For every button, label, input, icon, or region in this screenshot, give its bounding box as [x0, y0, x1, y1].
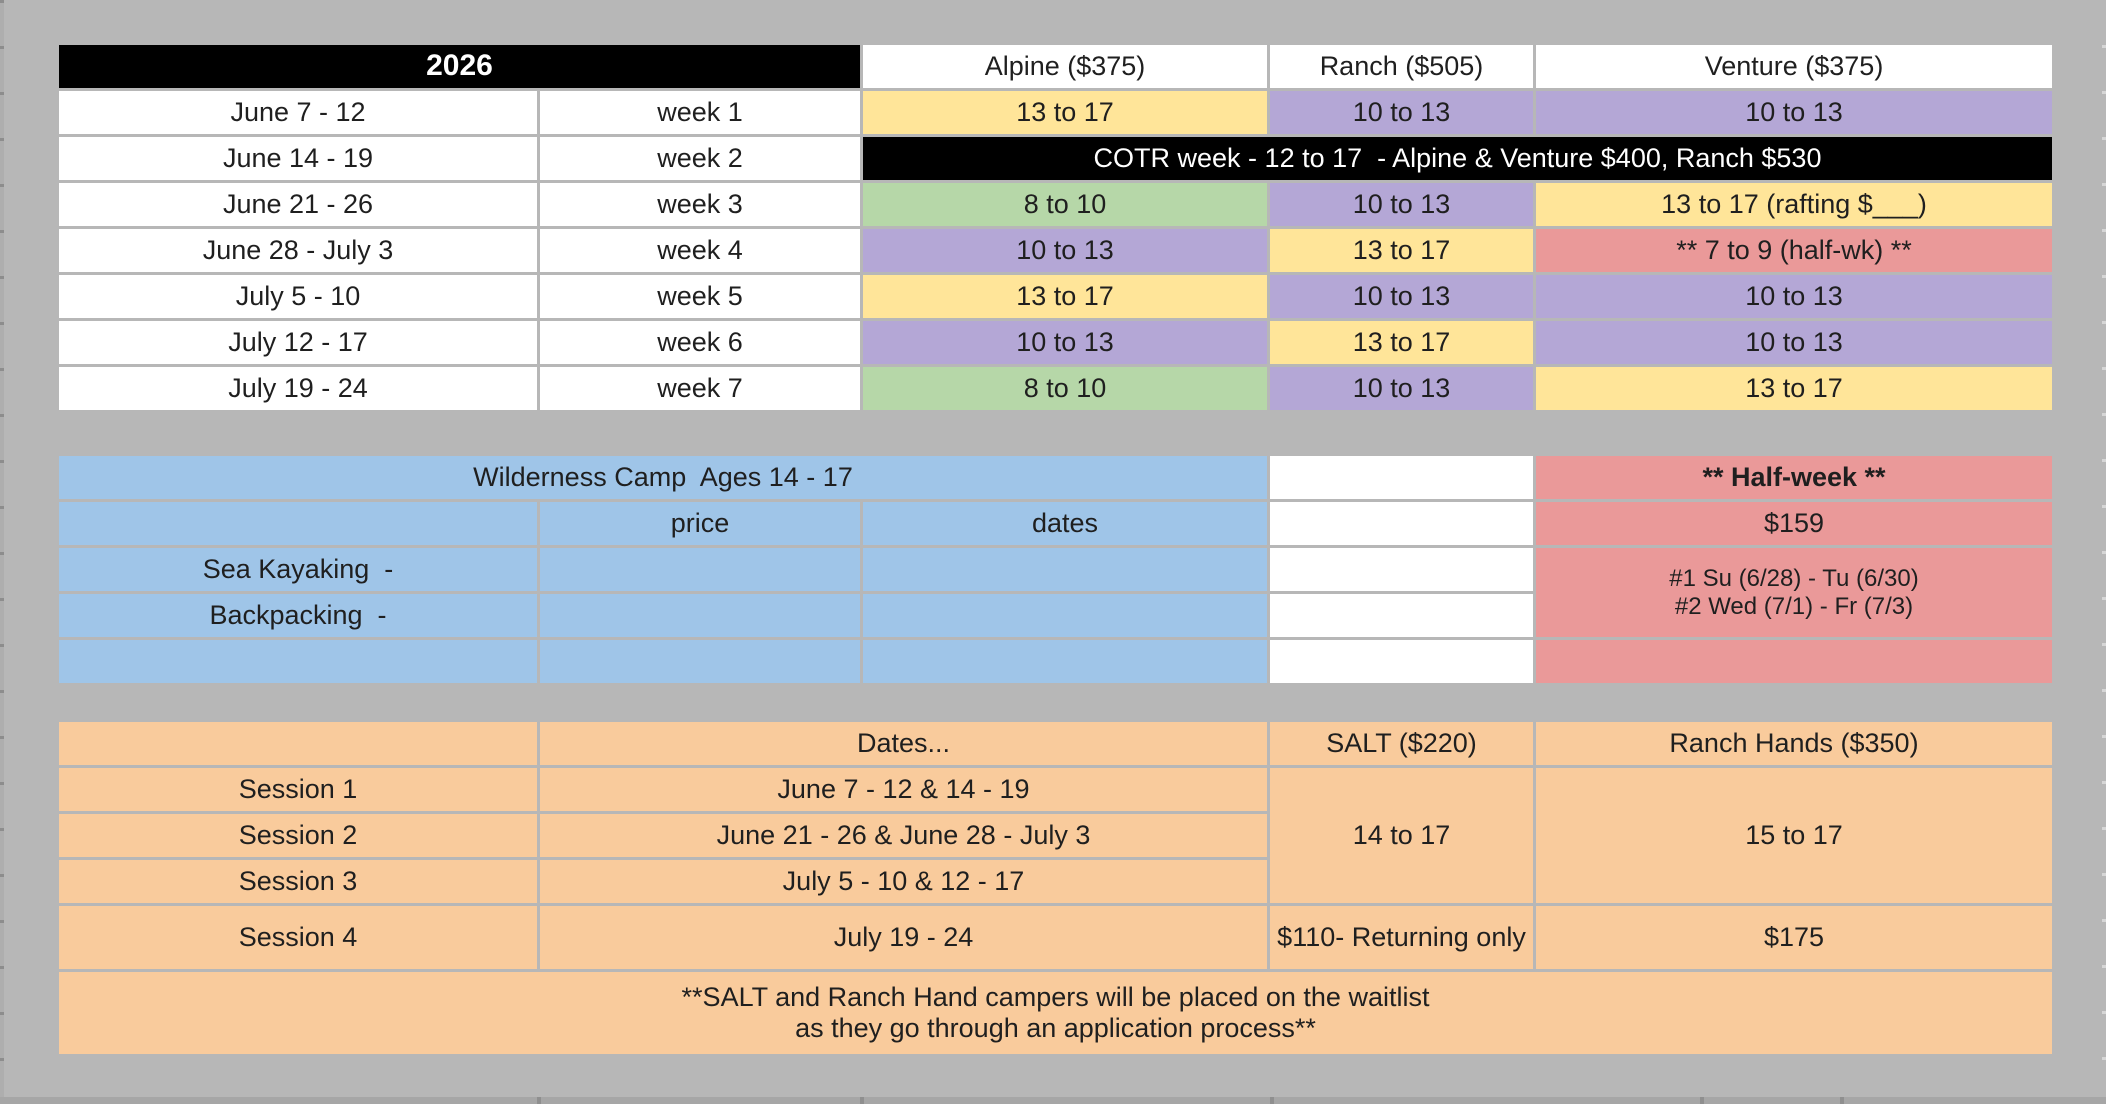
salt-age-cell[interactable]: 14 to 17 — [1270, 768, 1533, 903]
age-range-cell[interactable]: 13 to 17 — [863, 275, 1267, 318]
date-cell[interactable]: July 19 - 24 — [59, 367, 537, 410]
session-name-cell[interactable]: Session 4 — [59, 906, 537, 969]
date-cell[interactable]: June 28 - July 3 — [59, 229, 537, 272]
gridline — [1700, 1097, 1704, 1104]
age-range-cell[interactable]: 10 to 13 — [1270, 367, 1533, 410]
bottom-gridline-strip — [0, 1097, 2106, 1104]
age-range-cell[interactable]: 10 to 13 — [863, 321, 1267, 364]
half-week-session2: #2 Wed (7/1) - Fr (7/3) — [1674, 592, 1914, 620]
age-range-cell[interactable]: 13 to 17 — [1270, 229, 1533, 272]
sessions-dates-header-cell[interactable]: Dates... — [540, 722, 1267, 765]
date-cell[interactable]: June 14 - 19 — [59, 137, 537, 180]
salt-price-cell[interactable]: $110- Returning only — [1270, 906, 1533, 969]
session-dates-cell[interactable]: July 19 - 24 — [540, 906, 1267, 969]
age-range-cell[interactable]: 13 to 17 — [1270, 321, 1533, 364]
empty-cell[interactable] — [863, 548, 1267, 591]
empty-cell[interactable] — [1270, 502, 1533, 545]
age-range-cell[interactable]: 13 to 17 (rafting $___) — [1536, 183, 2052, 226]
session-dates-cell[interactable]: June 21 - 26 & June 28 - July 3 — [540, 814, 1267, 857]
week-cell[interactable]: week 1 — [540, 91, 860, 134]
session-name-cell[interactable]: Session 3 — [59, 860, 537, 903]
empty-cell[interactable] — [540, 640, 860, 683]
week-cell[interactable]: week 4 — [540, 229, 860, 272]
gridline — [860, 1097, 864, 1104]
price-header-cell[interactable]: price — [540, 502, 860, 545]
age-range-cell[interactable]: 10 to 13 — [1536, 91, 2052, 134]
empty-cell[interactable] — [540, 548, 860, 591]
age-range-cell[interactable]: 10 to 13 — [1270, 275, 1533, 318]
date-cell[interactable]: June 7 - 12 — [59, 91, 537, 134]
age-range-cell[interactable]: 10 to 13 — [863, 229, 1267, 272]
empty-cell[interactable] — [1270, 548, 1533, 591]
sessions-table — [59, 722, 2052, 1054]
empty-cell[interactable] — [863, 594, 1267, 637]
venture-header-cell[interactable]: Venture ($375) — [1536, 45, 2052, 88]
half-week-title-cell[interactable]: ** Half-week ** — [1536, 456, 2052, 499]
age-range-cell[interactable]: 10 to 13 — [1536, 275, 2052, 318]
empty-cell[interactable] — [59, 722, 537, 765]
session-dates-cell[interactable]: July 5 - 10 & 12 - 17 — [540, 860, 1267, 903]
empty-cell[interactable] — [59, 640, 537, 683]
date-cell[interactable]: July 12 - 17 — [59, 321, 537, 364]
half-week-price-cell[interactable]: $159 — [1536, 502, 2052, 545]
wilderness-camp-table — [59, 456, 2052, 683]
gridline — [1270, 1097, 1274, 1104]
ranch-hands-header-cell[interactable]: Ranch Hands ($350) — [1536, 722, 2052, 765]
week-cell[interactable]: week 2 — [540, 137, 860, 180]
ranch-hands-age-cell[interactable]: 15 to 17 — [1536, 768, 2052, 903]
right-gridline-ticks — [2102, 45, 2106, 1104]
week-cell[interactable]: week 3 — [540, 183, 860, 226]
session-name-cell[interactable]: Session 1 — [59, 768, 537, 811]
cotr-week-cell[interactable]: COTR week - 12 to 17 - Alpine & Venture $400, Ranch $530 — [863, 137, 2052, 180]
weekly-schedule-table — [59, 45, 2052, 410]
date-cell[interactable]: June 21 - 26 — [59, 183, 537, 226]
alpine-header-cell[interactable]: Alpine ($375) — [863, 45, 1267, 88]
session-dates-cell[interactable]: June 7 - 12 & 14 - 19 — [540, 768, 1267, 811]
empty-cell[interactable] — [1270, 594, 1533, 637]
ranch-hands-price-cell[interactable]: $175 — [1536, 906, 2052, 969]
age-range-cell[interactable]: 8 to 10 — [863, 367, 1267, 410]
session-name-cell[interactable]: Session 2 — [59, 814, 537, 857]
dates-header-cell[interactable]: dates — [863, 502, 1267, 545]
footnote-line2: as they go through an application process** — [795, 1013, 1316, 1043]
half-week-dates-cell[interactable] — [1536, 548, 2052, 637]
week-cell[interactable]: week 6 — [540, 321, 860, 364]
footnote-line1: **SALT and Ranch Hand campers will be placed on the waitlist — [681, 981, 1430, 1012]
empty-cell[interactable] — [1270, 456, 1533, 499]
salt-header-cell[interactable]: SALT ($220) — [1270, 722, 1533, 765]
age-range-cell[interactable]: 10 to 13 — [1270, 183, 1533, 226]
empty-cell[interactable] — [1536, 640, 2052, 683]
waitlist-footnote-cell[interactable] — [59, 972, 2052, 1054]
date-cell[interactable]: July 5 - 10 — [59, 275, 537, 318]
activity-cell[interactable]: Sea Kayaking - — [59, 548, 537, 591]
empty-cell[interactable] — [540, 594, 860, 637]
age-range-cell[interactable]: 10 to 13 — [1270, 91, 1533, 134]
age-range-cell[interactable]: ** 7 to 9 (half-wk) ** — [1536, 229, 2052, 272]
ranch-header-cell[interactable]: Ranch ($505) — [1270, 45, 1533, 88]
wilderness-title-cell[interactable]: Wilderness Camp Ages 14 - 17 — [59, 456, 1267, 499]
age-range-cell[interactable]: 13 to 17 — [1536, 367, 2052, 410]
activity-cell[interactable]: Backpacking - — [59, 594, 537, 637]
age-range-cell[interactable]: 13 to 17 — [863, 91, 1267, 134]
age-range-cell[interactable]: 8 to 10 — [863, 183, 1267, 226]
empty-cell[interactable] — [1270, 640, 1533, 683]
empty-cell[interactable] — [863, 640, 1267, 683]
week-cell[interactable]: week 7 — [540, 367, 860, 410]
year-header-cell[interactable]: 2026 — [59, 45, 860, 88]
half-week-session1: #1 Su (6/28) - Tu (6/30) — [1669, 564, 1919, 592]
gridline — [537, 1097, 541, 1104]
empty-cell[interactable] — [59, 502, 537, 545]
age-range-cell[interactable]: 10 to 13 — [1536, 321, 2052, 364]
left-gridline-ticks — [0, 0, 4, 1104]
week-cell[interactable]: week 5 — [540, 275, 860, 318]
gridline — [1840, 1097, 1844, 1104]
